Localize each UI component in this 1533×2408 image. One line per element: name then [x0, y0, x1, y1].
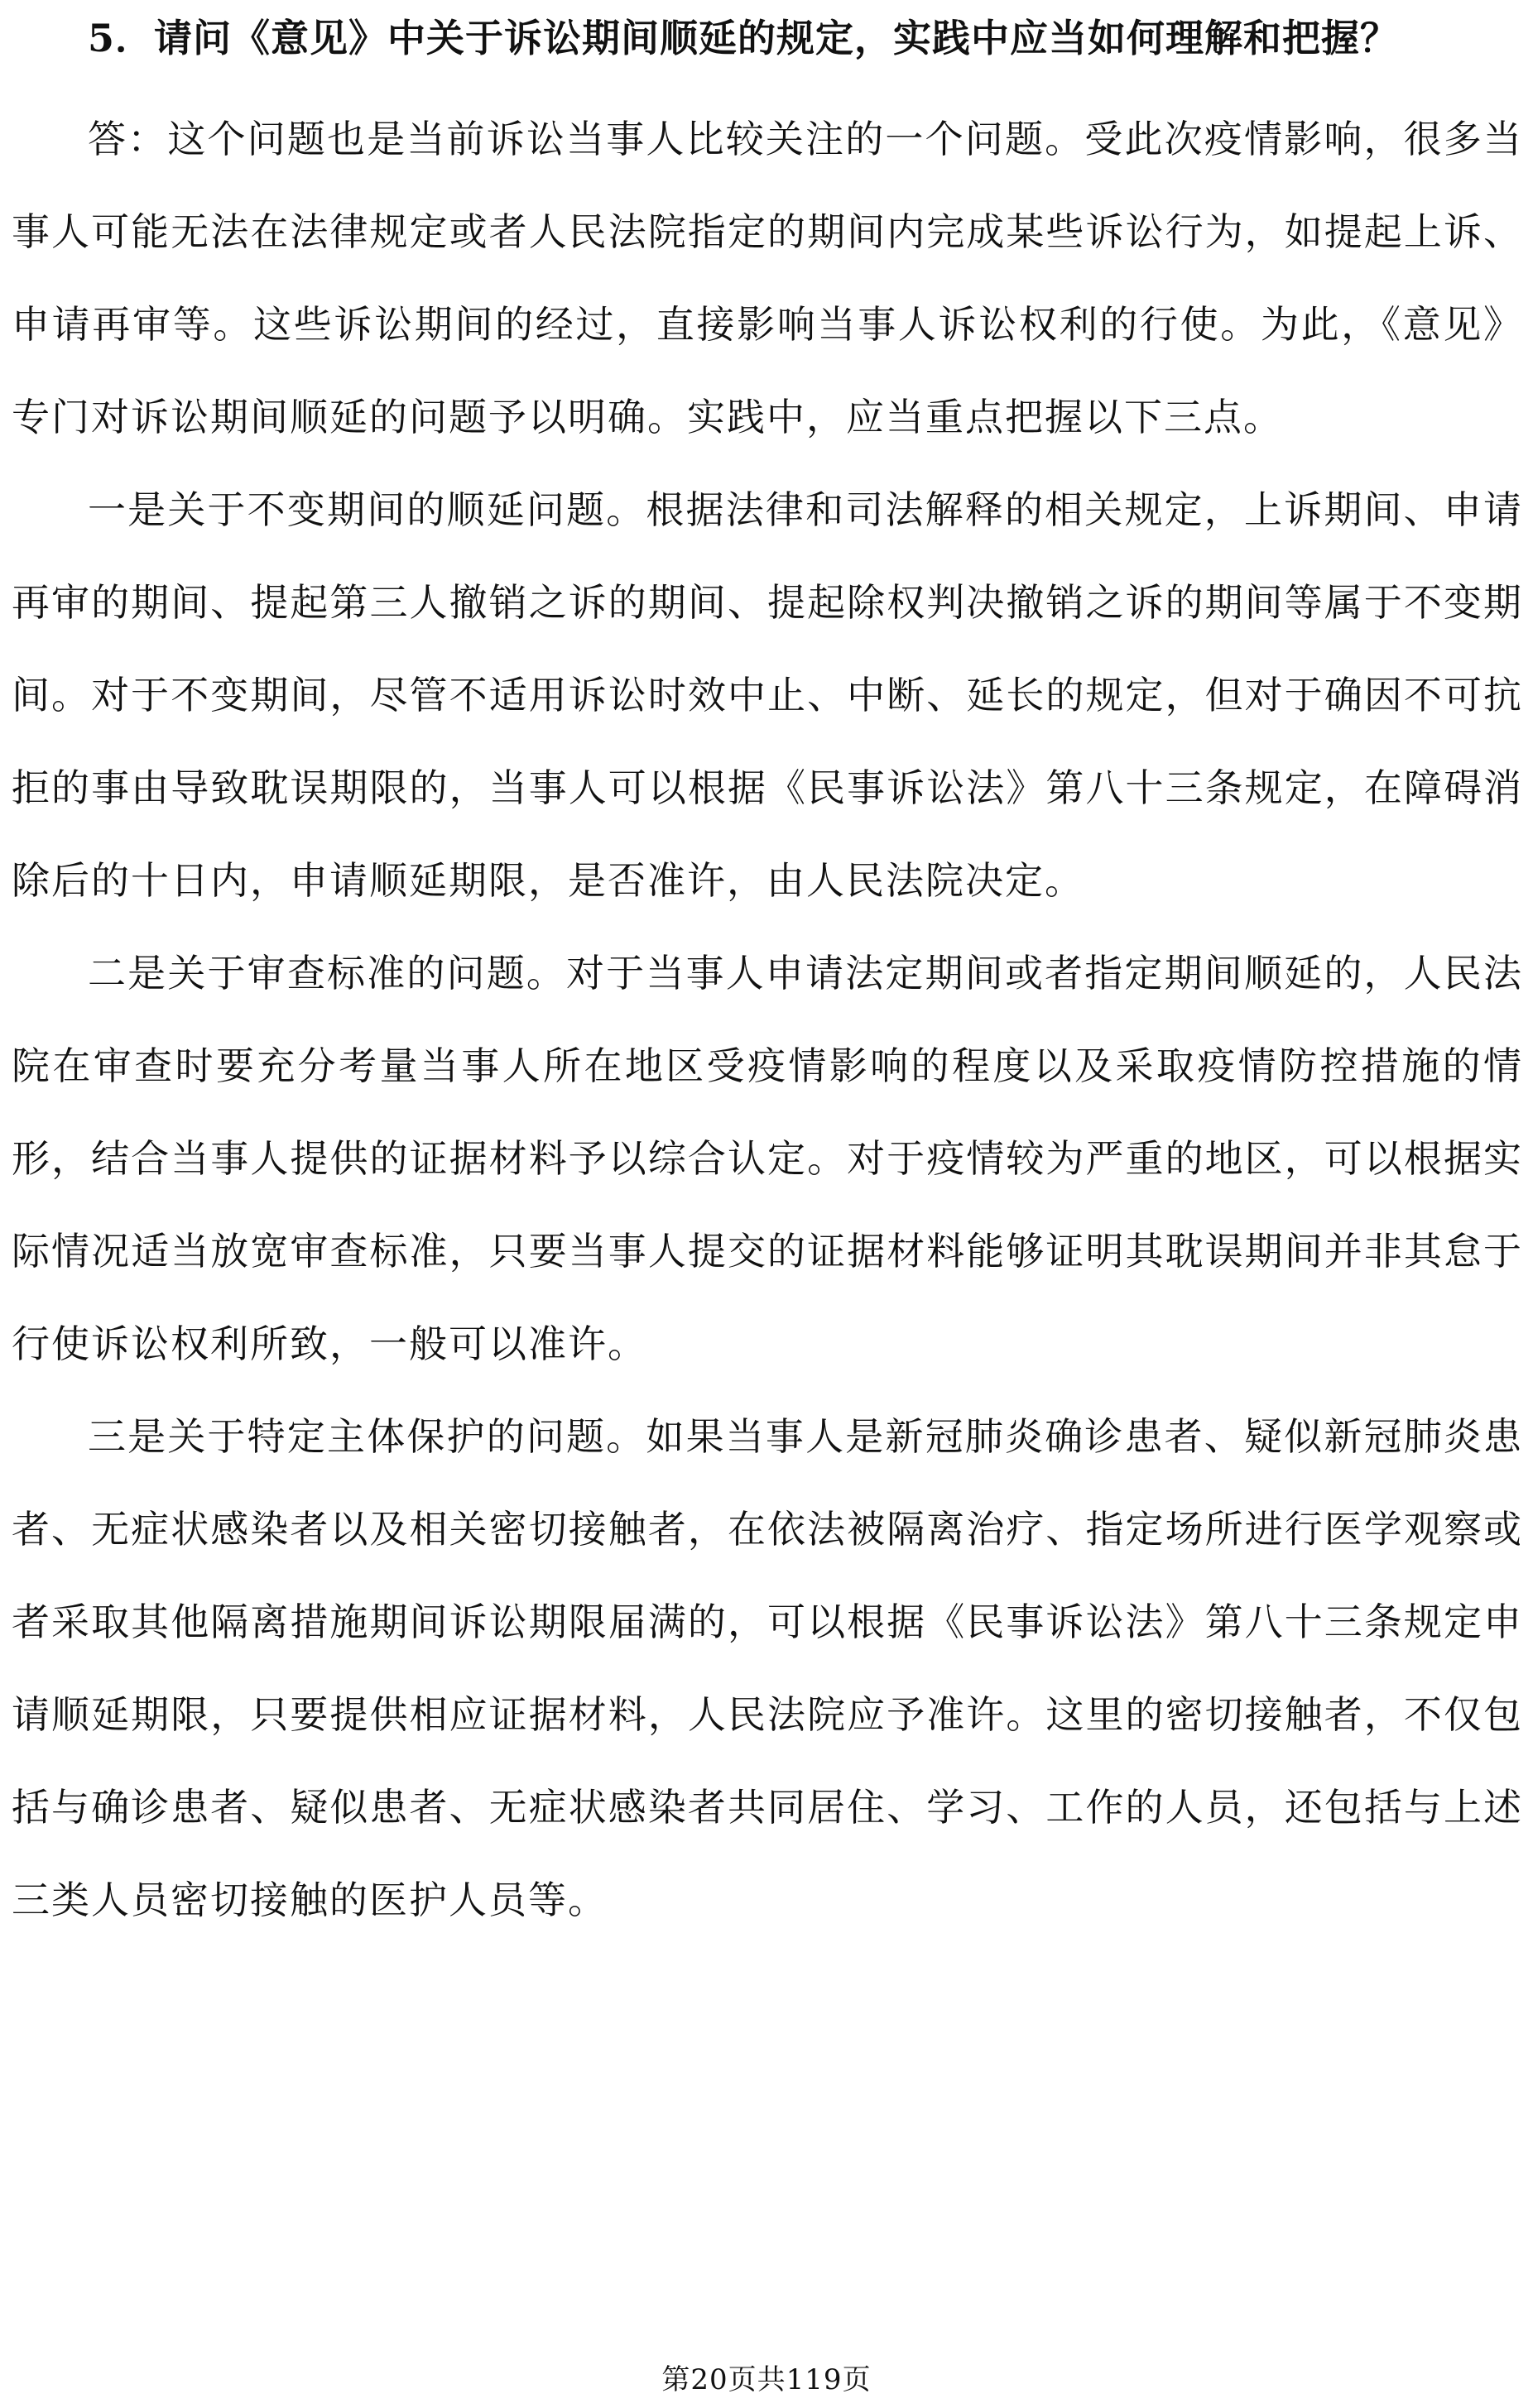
answer-body	[12, 93, 1523, 1946]
question-heading: 5．请问《意见》中关于诉讼期间顺延的规定，实践中应当如何理解和把握？	[88, 16, 1400, 60]
answer-paragraph-point-two: 二是关于审查标准的问题。对于当事人申请法定期间或者指定期间顺延的，人民法院在审查时要充分考量当事人所在地区受疫情影响的程度以及采取疫情防控措施的情形，结合当事人提供的证据材料予以综合认定。对于疫情较为严重的地区，可以根据实际情况适当放宽审查标准，只要当事人提交的证据材料能够证明其耽误期间并非其怠于行使诉讼权利所致，一般可以准许。	[12, 951, 1523, 1366]
answer-paragraph-intro: 答：这个问题也是当前诉讼当事人比较关注的一个问题。受此次疫情影响，很多当事人可能无法在法律规定或者人民法院指定的期间内完成某些诉讼行为，如提起上诉、申请再审等。这些诉讼期间的经过，直接影响当事人诉讼权利的行使。为此，《意见》专门对诉讼期间顺延的问题予以明确。实践中，应当重点把握以下三点。	[12, 117, 1523, 439]
answer-paragraph-point-one: 一是关于不变期间的顺延问题。根据法律和司法解释的相关规定，上诉期间、申请再审的期间、提起第三人撤销之诉的期间、提起除权判决撤销之诉的期间等属于不变期间。对于不变期间，尽管不适用诉讼时效中止、中断、延长的规定，但对于确因不可抗拒的事由导致耽误期限的，当事人可以根据《民事诉讼法》第八十三条规定，在障碍消除后的十日内，申请顺延期限，是否准许，由人民法院决定。	[12, 487, 1523, 903]
answer-paragraph-point-three: 三是关于特定主体保护的问题。如果当事人是新冠肺炎确诊患者、疑似新冠肺炎患者、无症状感染者以及相关密切接触者，在依法被隔离治疗、指定场所进行医学观察或者采取其他隔离措施期间诉讼期限届满的，可以根据《民事诉讼法》第八十三条规定申请顺延期限，只要提供相应证据材料，人民法院应予准许。这里的密切接触者，不仅包括与确诊患者、疑似患者、无症状感染者共同居住、学习、工作的人员，还包括与上述三类人员密切接触的医护人员等。	[12, 1414, 1523, 1922]
page-number-footer: 第20页共119页	[661, 2363, 872, 2396]
